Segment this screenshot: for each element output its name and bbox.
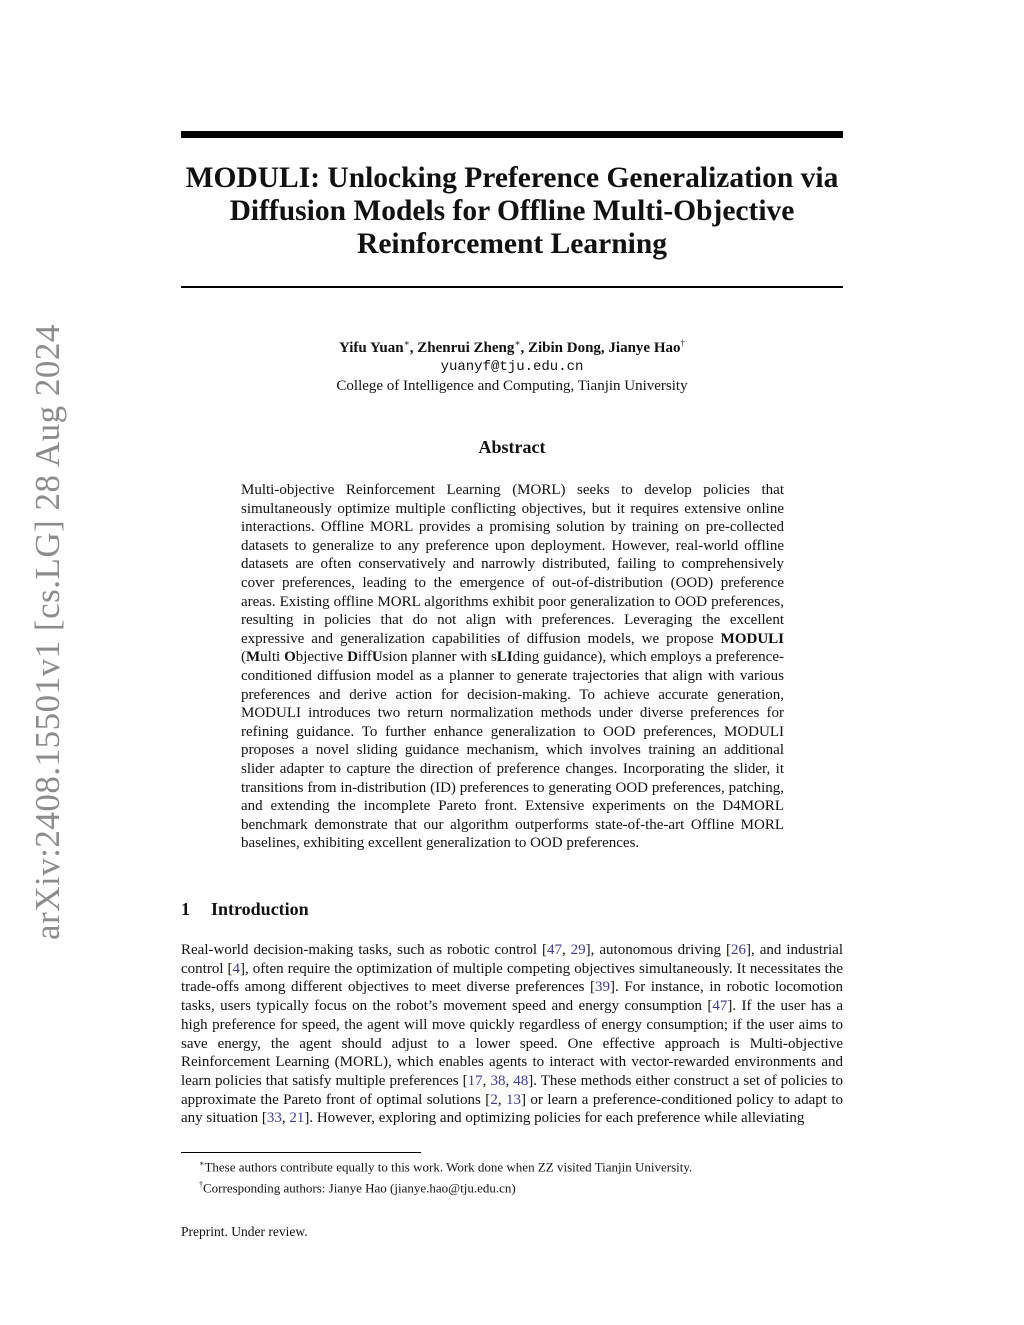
intro-text: , — [497, 1091, 506, 1108]
intro-text: ]. However, exploring and optimizing policies for each preference while alleviating — [304, 1110, 805, 1127]
footnote-corresponding-author — [181, 1176, 843, 1197]
intro-text: , — [281, 1110, 290, 1127]
footnote-equal-contribution — [181, 1155, 843, 1176]
paper-title — [181, 162, 843, 261]
title-line-1: MODULI: Unlocking Preference Generalization via — [185, 162, 839, 194]
arxiv-identifier-stamp: arXiv:2408.15501v1 [cs.LG] 28 Aug 2024 — [28, 324, 67, 940]
author-2: Zhenrui Zheng — [417, 340, 515, 356]
footnote-divider — [181, 1152, 421, 1153]
equal-contribution-mark-2: ∗ — [514, 338, 521, 348]
abstract-body — [241, 481, 784, 853]
intro-text: , — [505, 1072, 514, 1089]
author-names: Yifu Yuan∗, Zhenrui Zheng∗, Zibin Dong, Jianye Hao† — [338, 338, 686, 356]
citation-link[interactable]: 2 — [490, 1091, 498, 1108]
citation-link[interactable]: 17 — [467, 1072, 483, 1089]
abstract-text-part-2: ding guidance), which employs a preference-conditioned diffusion model as a planner to generate trajectories that align with various preferences and derive action for decision-making. To achieve accurate generation, MODULI introduces two return normalization methods under diverse preferences for refining guidance. To further enhance generalization to OOD preferences, MODULI proposes a novel sliding guidance mechanism, which involves training an additional slider adapter to capture the direction of preference changes. Incorporating the slider, it transitions from in-distribution (ID) preferences to generating OOD preferences, patching, and extending the incomplete Pareto front. Extensive experiments on the D4MORL benchmark demonstrate that our algorithm outperforms state-of-the-art Offline MORL baselines, exhibiting excellent generalization to OOD preferences. — [241, 649, 784, 852]
author-1: Yifu Yuan — [338, 340, 404, 356]
preprint-notice: Preprint. Under review. — [181, 1224, 308, 1239]
title-line-3: Reinforcement Learning — [357, 228, 667, 260]
intro-text: ], autonomous driving [ — [585, 942, 731, 958]
method-name: MODULI — [720, 630, 784, 647]
footnote-text: These authors contribute equally to this work. Work done when ZZ visited Tianjin University. — [204, 1159, 693, 1175]
footnotes — [181, 1155, 843, 1198]
intro-text: ], often require the optimization of multiple competing objectives simultaneously. It necessitates the trade-offs among different objectives to meet diverse preferences [ — [181, 960, 844, 996]
intro-text: ]. For instance, in robotic locomotion tasks, users typically focus on the robot’s movement speed and energy consumption [ — [181, 979, 843, 1015]
citation-link[interactable]: 47 — [712, 998, 728, 1015]
footnote-mark: ∗ — [199, 1159, 205, 1168]
section-title: Introduction — [211, 899, 309, 919]
intro-text: ], and industrial control [ — [181, 942, 843, 977]
abstract-text-part-1: Multi-objective Reinforcement Learning (MORL) seeks to develop policies that simultaneously optimize multiple conflicting objectives, but it requires extensive online interactions. Offline MORL provides a promising solution by training on pre-collected datasets to generalize to any preference upon deployment. However, real-world offline datasets are often conservatively and narrowly distributed, failing to comprehensively cover preferences, leading to the emergence of out-of-distribution (OOD) preference areas. Existing offline MORL algorithms exhibit poor generalization to OOD preferences, resulting in policies that do not align with preferences. Leveraging the excellent expressive and generalization capabilities of diffusion models, we propose — [241, 482, 784, 647]
acronym-word-bjective: bjective — [295, 649, 348, 666]
acronym-word-ulti: ulti — [260, 649, 285, 666]
introduction-paragraph — [181, 941, 843, 1128]
title-bottom-rule — [181, 286, 843, 288]
acronym-word-sion: sion planner with s — [382, 649, 497, 666]
citation-link[interactable]: 48 — [513, 1072, 529, 1089]
abstract-heading: Abstract — [478, 437, 546, 457]
intro-text: , — [482, 1072, 491, 1089]
citation-link[interactable]: 47 — [546, 942, 562, 958]
intro-text: Real-world decision-making tasks, such as robotic control [ — [181, 942, 547, 958]
section-number: 1 — [181, 899, 190, 919]
intro-text: ]. These methods either construct a set of policies to approximate the Pareto front of optimal solutions [ — [181, 1072, 844, 1108]
acronym-letter-m: M — [246, 649, 261, 666]
author-affiliation: College of Intelligence and Computing, Tianjin University — [336, 378, 688, 394]
title-top-rule — [181, 131, 843, 138]
intro-text: , — [561, 942, 571, 958]
acronym-letter-o: O — [284, 649, 296, 666]
section-heading-introduction — [181, 899, 843, 920]
acronym-word-iff: iff — [357, 649, 372, 666]
intro-text: ] or learn a preference-conditioned policy to adapt to any situation [ — [181, 1091, 843, 1127]
citation-link[interactable]: 29 — [570, 942, 586, 958]
author-block — [181, 334, 843, 396]
author-email[interactable]: yuanyf@tju.edu.cn — [440, 359, 584, 375]
citation-link[interactable]: 38 — [490, 1072, 506, 1089]
equal-contribution-mark-1: ∗ — [403, 338, 410, 348]
intro-text: ]. If the user has a high preference for speed, the agent will move quickly regardless of energy consumption; if the user aims to save energy, the agent should adjust to a lower speed. One effective approach is Multi-objective Reinforcement Learning (MORL), which enables agents to interact with vector-rewarded environments and learn policies that satisfy multiple preferences [ — [181, 998, 843, 1089]
citation-link[interactable]: 21 — [289, 1110, 305, 1127]
author-3: Zibin Dong, Jianye Hao — [527, 340, 681, 356]
acronym-letter-u: U — [371, 649, 383, 666]
footnote-mark: † — [199, 1180, 203, 1190]
citation-link[interactable]: 26 — [730, 942, 746, 958]
acronym-letter-d: D — [347, 649, 358, 666]
footnote-text: Corresponding authors: Jianye Hao (jianye.hao@tju.edu.cn) — [203, 1180, 516, 1196]
title-line-2: Diffusion Models for Offline Multi-Objective — [229, 195, 795, 227]
citation-link[interactable]: 33 — [266, 1110, 282, 1127]
citation-link[interactable]: 4 — [232, 960, 241, 977]
abstract-paren: ( — [241, 649, 246, 666]
acronym-letters-li: LI — [496, 649, 513, 666]
corresponding-author-mark: † — [680, 338, 686, 348]
citation-link[interactable]: 13 — [506, 1091, 521, 1108]
citation-link[interactable]: 39 — [595, 979, 611, 996]
